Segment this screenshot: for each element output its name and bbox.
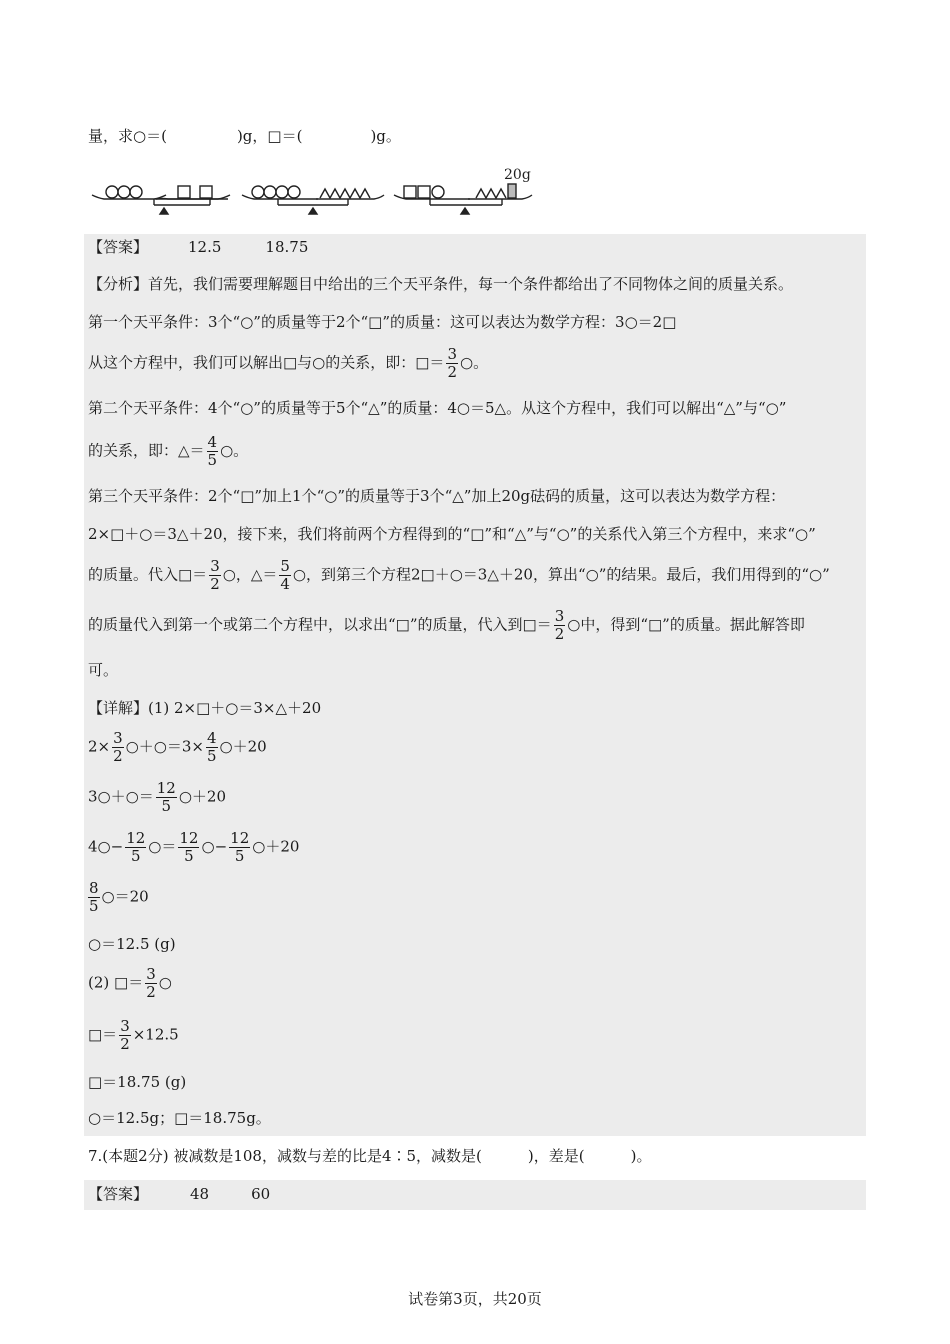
- balance-scale-2: [242, 186, 384, 214]
- answer-line: [88, 237, 308, 257]
- answer-line-2: [88, 1184, 270, 1204]
- detail-line-10: ○＝12.5g；□＝18.75g。: [88, 1109, 271, 1127]
- balance-scale-3: [394, 184, 532, 214]
- analysis-line-8: 的质量。代入□＝ $\frac{3}{2}$ ○，△＝ $\frac{5}{4}$ ○，到第三个方程2□＋○＝3△＋20，算出“○”的结果。最后，我们用得到的“○”: [88, 557, 830, 593]
- detail-line-3: 3○＋○＝ $\frac{12}{5}$ ○＋20: [88, 779, 227, 815]
- balance-scales-figure: [88, 162, 548, 222]
- detail-line-2: 2× $\frac{3}{2}$ ○＋○＝3× $\frac{4}{5}$ ○＋20: [88, 729, 267, 765]
- question-7: 7.(本题2分) 被减数是108，减数与差的比是4∶5，减数是( )，差是( )。: [88, 1147, 652, 1165]
- weight-label: 20g: [504, 167, 531, 183]
- detail-line-6: ○＝12.5 (g): [88, 935, 176, 953]
- analysis-line-9: 的质量代入到第一个或第二个方程中，以求出“□”的质量，代入到□＝ $\frac{3}{2}$ ○中，得到“□”的质量。据此解答即: [88, 607, 805, 643]
- detail-line-7: (2) □＝ $\frac{3}{2}$ ○: [88, 965, 172, 1001]
- detail-line-5: $\frac{8}{5}$ ○＝20: [89, 879, 149, 915]
- q6-mid: )g，□＝(: [236, 127, 303, 145]
- q6-suffix: )g。: [370, 127, 401, 145]
- analysis-line-6: 第三个天平条件：2个“□”加上1个“○”的质量等于3个“△”加上20g砝码的质量，这可以表达为数学方程：: [88, 487, 786, 505]
- answer-tag-2: 【答案】: [88, 1185, 149, 1203]
- q6-prefix: 量，求○＝(: [88, 127, 167, 145]
- analysis-line-3: 从这个方程中，我们可以解出□与○的关系，即：□＝ $\frac{3}{2}$ ○。: [88, 345, 489, 381]
- answer2-value-1: 48: [190, 1185, 210, 1203]
- analysis-line-5: 的关系，即：△＝ $\frac{4}{5}$ ○。: [88, 433, 249, 469]
- analysis-line-1: 【分析】首先，我们需要理解题目中给出的三个天平条件，每一个条件都给出了不同物体之间的质量关系。: [88, 275, 794, 293]
- detail-line-1: 【详解】(1) 2×□＋○＝3×△＋20: [88, 699, 322, 717]
- answer-value-2: 18.75: [265, 238, 309, 256]
- detail-line-4: 4○− $\frac{12}{5}$ ○＝ $\frac{12}{5}$ ○− $\frac{12}{5}$ ○＋20: [88, 829, 300, 865]
- page-footer: 试卷第3页，共20页: [408, 1290, 542, 1308]
- answer2-value-2: 60: [251, 1185, 271, 1203]
- balance-scale-1: [92, 186, 230, 214]
- analysis-line-4: 第二个天平条件：4个“○”的质量等于5个“△”的质量：4○＝5△。从这个方程中，我们可以解出“△”与“○”: [88, 399, 787, 417]
- answer-value-1: 12.5: [188, 238, 222, 256]
- detail-line-8: □＝ $\frac{3}{2}$ ×12.5: [88, 1017, 179, 1053]
- analysis-line-2: 第一个天平条件：3个“○”的质量等于2个“□”的质量：这可以表达为数学方程：3○＝2□: [88, 313, 677, 331]
- answer-tag: 【答案】: [88, 238, 149, 256]
- detail-line-9: □＝18.75 (g): [88, 1073, 187, 1091]
- question-6-tail: [88, 126, 401, 146]
- analysis-line-7: 2×□＋○＝3△＋20，接下来，我们将前两个方程得到的“□”和“△”与“○”的关系代入第三个方程中，来求“○”: [88, 525, 816, 543]
- analysis-line-10: 可。: [88, 661, 119, 679]
